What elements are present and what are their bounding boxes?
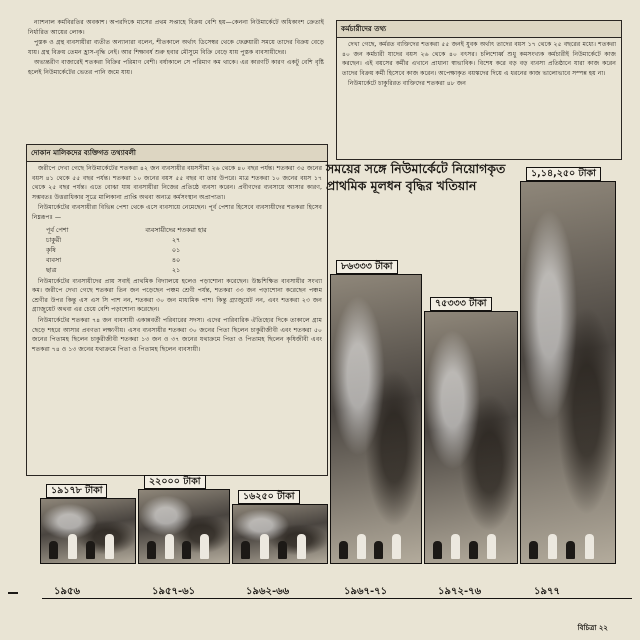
paragraph: দেখা গেছে, কর্মরত ব্যক্তিদের শতকরা ৫৫ জনই যুবক অর্থাৎ তাদের বয়স ১৭ থেকে ২৫ বছরের মধ্যে। শতকরা ৪০ জন কর্মচারী যাদের বয়স ২৬ থেকে ৪০ বৎসর। চলিশোর্ধ্ব শুধু কমসংখ্যক কর্মচারীই নিউমার্কেটে কাজ করছেন। এই বয়সের কর্মীর এখানে প্রাধান্য স্বাভাবিক। বিশেষ করে বড় বড় ব্যবসা প্রতিষ্ঠানে যারা কাজ করেন তাদের বিক্রয় কর্মী হিসেবে কাজ করেন। অপেক্ষাকৃত বয়স্কদের দিয়ে এ ধরনের কাজ ভালোভাবে সম্পন্ন হয় না। (342, 41, 616, 77)
paragraph: নিউমার্কেটের শতকরা ৭৪ জন ব্যবসায়ী একান্নবর্তী পরিবারের সদস্য। এদের পারিবারিক ঐতিহ্যের দিকে তাকালে গ্রাম ছেড়ে শহরে আসার প্রবণতা লক্ষ্যণীয়। এসব ব্যবসায়ীর শতকরা ৩০ জনের পিতা ছিলেন চাকুরীজীবী এবং শতকরা ৫০ জনের পিতামহ ছিলেন চাকুরীজীবী শতকরা ১৩ জন ও ৩৭ জনের যথাক্রমে পিতা ও পিতামহ ছিলেন কৃষিজীবী এবং শতকরা ৭৪ ও ১৩ জনের যথাক্রমে পিতা ও পিতামহ ছিলেন ব্যবসায়ী। (32, 316, 322, 353)
chart-bar-photo (520, 181, 616, 564)
owner-info-box (26, 144, 328, 476)
table-cell-percent: ৪০ (171, 255, 181, 264)
chart-bar-photo (232, 504, 328, 564)
table-cell-percent: ২১ (171, 265, 181, 274)
owner-info-body (27, 162, 327, 357)
photo-figure (392, 534, 401, 559)
photo-figure (278, 541, 287, 559)
paragraph: নিউমার্কেটে চাকুরিরত বাক্তিদের শতকরা ৪৮ জন (348, 80, 466, 88)
chart-bar-photo (138, 489, 230, 564)
photo-figure (147, 541, 156, 559)
paragraph: নিউমার্কেটের ব্যবসায়ীদের প্রায় সবাই প্রাথমিক বিদ্যালয়ে হলেও পড়াশোনা করেছেন। উচ্চশিক্ষিত ব্যবসায়ীর সংখ্যা কম। জরীপে দেখা গেছে শতকরা তিন জন পড়েছেন পঞ্চম শ্রেণী পর্যন্ত, শতকরা ৩৩ জন পড়াশোনা করেছেন পঞ্চম শ্রেণীর উপর কিন্তু এস এস সি পাশ নন, শতকরা ৩০ জন মাধ্যমিক পাশ। কিন্তু গ্র্যাজুয়েট নন, এবং শতকরা ২৩ জন গ্র্যাজুয়েট অথবা এর চেয়ে বেশি পড়াশোনা করেছেন। (32, 277, 322, 314)
chart-value-label: ১৯১৭৮ টাকা (46, 484, 107, 498)
chart-category-label: ১৯৬২-৬৬ (246, 586, 290, 597)
photo-figure (105, 534, 114, 559)
owner-info-heading: দোকান মালিকদের ব্যক্তিগত তথ্যাবলী (27, 145, 327, 162)
chart-bar-photo (40, 498, 136, 564)
chart-value-label: ৮৬৩৩৩ টাকা (336, 260, 398, 274)
photo-figure (357, 534, 366, 559)
profession-table (46, 225, 322, 275)
table-cell-profession: ব্যবসা (46, 255, 62, 264)
photo-figure (566, 541, 575, 559)
margin-mark (8, 592, 18, 594)
infographic-title: সময়ের সঙ্গে নিউমার্কেটে নিয়োগকৃত প্রাথমিক মূলধন বৃদ্ধির খতিয়ান (326, 161, 506, 193)
paragraph: নিউমার্কেটের ব্যবসায়ীরা বিভিন্ন পেশা থেকে এসে ব্যবসায়ে নেমেছেন। পূর্ব পেশার হিসেবে ব্যবসায়ীদের শতকরা হিসেব নিম্নরূপঃ — (32, 204, 322, 221)
chart-value-label: ৭৫৩৩৩ টাকা (430, 297, 492, 311)
chart-bar-photo (330, 274, 422, 564)
paragraph: পুস্তক ও গ্রন্থ ব্যবসায়ীরা ব্যতীত অন্যান্যরা বলেন, শীতকালে অর্থাৎ ডিসেম্বর থেকে ফেব্রুয়ারী সময়ে তাদের বিক্রয় বেড়ে যায়। গ্রন্থ বিক্রয় তেমন হ্রাস-বৃদ্ধি নেই। আর শিক্ষাবর্ষ শুরু হবার মৌসুমে বিক্রি বেড়ে যায় পুস্তক ব্যবসায়ীদের। (28, 39, 324, 56)
photo-figure (68, 534, 77, 559)
table-header (46, 225, 322, 235)
chart-category-label: ১৯৫৬ (54, 586, 80, 597)
photo-figure (339, 541, 348, 559)
chart-bar-photo (424, 311, 518, 564)
table-row (46, 235, 322, 245)
photo-figure (200, 534, 209, 559)
table-row (46, 265, 322, 275)
photo-figure (469, 541, 478, 559)
photo-figure (241, 541, 250, 559)
magazine-page (18, 14, 622, 632)
photo-figure (86, 541, 95, 559)
table-cell-profession: কৃষি (46, 245, 56, 254)
table-row (46, 255, 322, 265)
employee-info-heading: কর্মচারীদের তথ্য (337, 21, 621, 38)
table-cell-profession: চাকুরী (46, 235, 62, 244)
page-footer: বিচিত্রা ২২ (577, 624, 608, 632)
chart-value-label: ২২০০০ টাকা (144, 475, 206, 489)
table-cell-profession: ছাত্র (46, 265, 57, 274)
photo-figure (433, 541, 442, 559)
photo-figure (165, 534, 174, 559)
chart-value-label: ১৬২৫০ টাকা (238, 490, 300, 504)
employee-info-body (337, 38, 621, 92)
photo-figure (297, 534, 306, 559)
chart-category-label: ১৯৭৭ (534, 586, 560, 597)
photo-figure (260, 534, 269, 559)
photo-figure (585, 534, 594, 559)
table-header-percent: ব্যবসায়ীদের শতকরা হার (145, 225, 207, 234)
chart-category-label: ১৯৬৭-৭১ (344, 586, 388, 597)
paragraph: অভ্যন্তরীণ বাজারেই শতকরা বিক্রির পরিমাণ বেশী। বর্ষাকালে সে পরিমাণ কম থাকে। এর কারণটি কারণ একটু বেশি বৃষ্টি হলেই নিউমার্কেটের ভেতর পানি জমে যায়। (28, 59, 324, 76)
table-cell-percent: ০১ (171, 245, 181, 254)
photo-figure (374, 541, 383, 559)
photo-figure (548, 534, 557, 559)
table-cell-percent: ২৭ (171, 235, 181, 244)
photo-figure (487, 534, 496, 559)
employee-info-box (336, 20, 622, 160)
photo-figure (529, 541, 538, 559)
photo-figure (451, 534, 460, 559)
chart-category-label: ১৯৫৭-৬১ (152, 586, 196, 597)
chart-category-label: ১৯৭২-৭৬ (438, 586, 482, 597)
photo-figure (49, 541, 58, 559)
table-header-profession: পূর্ব পেশা (46, 225, 69, 234)
chart-value-label: ১,১৪,২৫০ টাকা (526, 167, 601, 181)
paragraph: জরীপে দেখা গেছে নিউমার্কেটের শতকরা ৪২ জন ব্যবসায়ীর বয়সসীমা ২৬ থেকে ৪০ বছর পর্যন্ত। শতকরা ৩৫ জনের বয়স ৪১ থেকে ৫৫ বছর পর্যন্ত। শতকরা ১০ জনের বয়স ৫৫ বছর বা তার উপরে। মাত্র শতকরা ১০ জনের বয়স ১৭ থেকে ২৫ বছর পর্যন্ত। এতে বোঝা যায় ব্যবসায়ীরা নিজের প্রতিষ্ঠে ব্যবসা করেন। প্রবীণদের ব্যবসায়ে আসার কারণ, সম্ভবতঃ উত্তরাধিকার সূত্রে মালিকানা প্রাপ্তি অথবা অন্যত্র কর্মসংস্থান অপ্রাপ্যতা। (32, 165, 322, 201)
table-row (46, 245, 322, 255)
paragraph: ন্যাশনাল কর্মবিরতির অবকাশ। অপরদিকে মাসের প্রথম সপ্তাহে বিক্রয় বেশি হয়—কেননা নিউমার্কেটে অধিকাংশ ক্রেতাই নির্ধারিত আয়ের লোক। (28, 19, 324, 36)
left-column-top (28, 18, 324, 79)
photo-figure (182, 541, 191, 559)
